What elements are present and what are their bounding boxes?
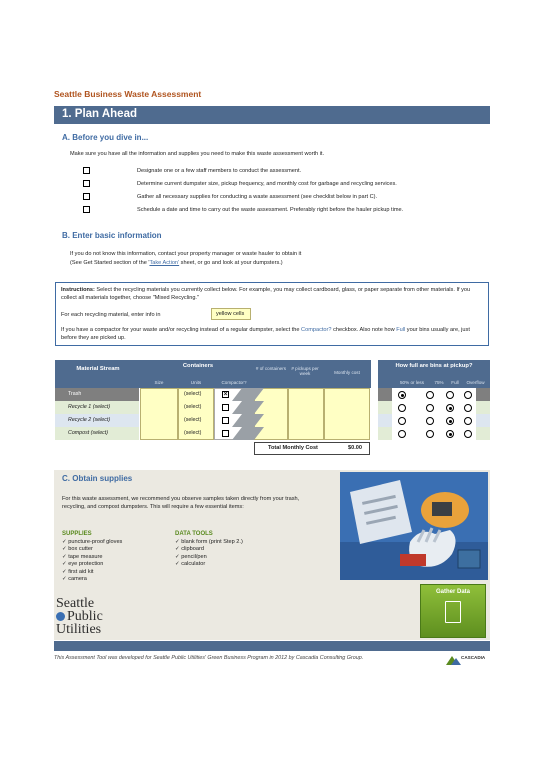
supply-item xyxy=(62,539,122,546)
compost-color-tab xyxy=(378,427,392,440)
trash-color-tab xyxy=(476,388,490,401)
size-subheader: Size xyxy=(154,380,164,385)
compactor-checkbox-recycle2[interactable] xyxy=(222,417,229,424)
units-select[interactable]: (select) xyxy=(184,391,202,397)
disabled-cell-shading xyxy=(232,388,254,440)
cascadia-logo-text: CASCADIA xyxy=(461,655,486,660)
gather-data-button[interactable] xyxy=(420,584,486,638)
fullness-option-full: Full xyxy=(451,380,459,385)
supply-item-label: calculator xyxy=(181,561,206,568)
checklist-checkbox[interactable] xyxy=(83,167,90,174)
take-action-link[interactable]: Take Action' xyxy=(149,260,180,266)
spu-logo-icon xyxy=(56,612,65,621)
supply-item-label: eye protection xyxy=(68,561,104,568)
compactor-checkbox-compost[interactable] xyxy=(222,430,229,437)
fullness-radio[interactable] xyxy=(426,430,434,438)
fullness-radio[interactable] xyxy=(464,430,472,438)
units-select[interactable]: (select) xyxy=(184,404,202,410)
section-c-heading: C. Obtain supplies xyxy=(62,474,133,483)
cascadia-logo xyxy=(446,653,488,665)
checkmark-icon: ✓ xyxy=(62,576,69,582)
supply-item-label: box cutter xyxy=(68,546,93,553)
compactor-subheader: Compactor? xyxy=(221,380,247,385)
fullness-radio[interactable] xyxy=(464,404,472,412)
compactor-checkbox-recycle1[interactable] xyxy=(222,404,229,411)
supply-item xyxy=(62,554,102,561)
disabled-cell-shading xyxy=(254,388,274,440)
data-tools-heading: DATA TOOLS xyxy=(175,531,213,537)
monthly-cost-header: Monthly cost xyxy=(334,370,360,375)
section-b-line1: If you do not know this information, contact your property manager or waste hauler to obtain it xyxy=(70,251,302,257)
checklist-checkbox[interactable] xyxy=(83,193,90,200)
checkmark-icon: ✓ xyxy=(175,553,182,560)
supply-item xyxy=(175,554,207,561)
instructions-text xyxy=(61,286,483,302)
spu-logo xyxy=(56,597,103,636)
section-title: 1. Plan Ahead xyxy=(62,108,137,120)
checklist-checkbox[interactable] xyxy=(83,180,90,187)
containers-header: Containers xyxy=(182,363,214,369)
fullness-radio[interactable] xyxy=(464,391,472,399)
size-input-column[interactable] xyxy=(140,388,178,440)
checklist-item: Determine current dumpster size, pickup frequency, and monthly cost for garbage and recycling services. xyxy=(137,181,397,187)
instructions-label: Instructions: xyxy=(61,287,95,293)
row-label-recycle2[interactable]: Recycle 2 (select) xyxy=(68,417,111,423)
checkmark-icon: ✓ xyxy=(62,561,69,568)
compactor-note-mid: checkbox. Also note how xyxy=(331,327,397,333)
fullness-radio[interactable] xyxy=(398,430,406,438)
total-value: $0.00 xyxy=(348,445,362,451)
checkmark-icon: ✓ xyxy=(175,561,182,568)
spu-logo-line2: Public xyxy=(67,609,103,624)
fullness-radio[interactable] xyxy=(398,417,406,425)
fullness-option-75: 75% xyxy=(434,380,444,385)
supply-item xyxy=(175,539,243,546)
supply-item-label: blank form (print Step 2.) xyxy=(181,539,243,545)
spu-logo-line3: Utilities xyxy=(56,622,102,637)
compactor-term: Compactor? xyxy=(301,327,332,333)
fullness-radio[interactable] xyxy=(464,417,472,425)
checkmark-icon: ✓ xyxy=(175,546,182,553)
footer-bar xyxy=(54,641,490,651)
compost-color-tab xyxy=(476,427,490,440)
recycle1-color-tab xyxy=(378,401,392,414)
recycle2-color-tab xyxy=(476,414,490,427)
checkmark-icon: ✓ xyxy=(62,553,69,560)
monthly-cost-input-column[interactable] xyxy=(324,388,370,440)
fullness-radio[interactable] xyxy=(446,417,454,425)
total-label: Total Monthly Cost xyxy=(268,445,318,451)
supply-item-label: clipboard xyxy=(181,546,204,553)
footer-credit: This Assessment Tool was developed for Seattle Public Utilities' Green Business Program in 2012 by Cascadia Consulting Group. xyxy=(54,655,364,661)
enter-info-text: For each recycling material, enter info in xyxy=(61,312,161,318)
yellow-cells-legend: yellow cells xyxy=(211,308,251,320)
recycle2-color-tab xyxy=(378,414,392,427)
fullness-option-50: 50% or less xyxy=(399,380,424,385)
compactor-note-text: If you have a compactor for your waste and/or recycling instead of a regular dumpster, select the xyxy=(61,327,302,333)
checklist-item: Designate one or a few staff members to conduct the assessment. xyxy=(137,168,302,174)
pickups-input-column[interactable] xyxy=(288,388,324,440)
supply-item xyxy=(62,546,93,553)
row-label-recycle1[interactable]: Recycle 1 (select) xyxy=(68,404,111,410)
supply-item-label: tape measure xyxy=(68,553,103,560)
fullness-radio[interactable] xyxy=(446,430,454,438)
compactor-note xyxy=(61,326,485,342)
fullness-option-overflow: Overflow xyxy=(466,380,485,385)
spu-logo-line1: Seattle xyxy=(56,596,95,611)
section-c-intro: For this waste assessment, we recommend you observe samples taken directly from your trash, recycling, and compost dumpsters. This will require a few essential items: xyxy=(62,496,300,510)
row-label-compost[interactable]: Compost (select) xyxy=(68,430,109,436)
supply-item-label: pencil/pen xyxy=(181,553,207,560)
supplies-heading: SUPPLIES xyxy=(62,531,92,537)
compactor-checkbox-trash[interactable]: × xyxy=(223,391,228,398)
fullness-radio[interactable] xyxy=(426,417,434,425)
supplies-photo xyxy=(340,472,488,580)
fullness-radio[interactable] xyxy=(398,404,406,412)
section-b-line2-text: (See Get Started section of the ' xyxy=(70,260,150,266)
checklist-item: Gather all necessary supplies for conducting a waste assessment (see checklist below in part C). xyxy=(137,194,378,200)
fullness-radio[interactable] xyxy=(398,391,406,399)
checkmark-icon: ✓ xyxy=(175,539,182,545)
num-containers-header: # of containers xyxy=(255,366,287,371)
supply-item-label: camera xyxy=(68,576,87,582)
fullness-header: How full are bins at pickup? xyxy=(395,363,473,369)
gather-data-label: Gather Data xyxy=(435,589,470,595)
document-title: Seattle Business Waste Assessment xyxy=(54,89,202,99)
section-b-line2 xyxy=(70,259,283,267)
full-term: Full xyxy=(396,327,406,333)
supply-item xyxy=(62,576,87,583)
trash-color-tab xyxy=(378,388,392,401)
supply-item-label: first aid kit xyxy=(68,568,94,575)
units-select[interactable]: (select) xyxy=(184,417,202,423)
compactor-note-tail: your bins usually are, just before they are picked up. xyxy=(61,327,470,341)
fullness-radio[interactable] xyxy=(426,391,434,399)
supply-item xyxy=(62,561,103,568)
checkmark-icon: ✓ xyxy=(62,539,69,545)
recycle1-color-tab xyxy=(476,401,490,414)
checkmark-icon: ✓ xyxy=(62,568,69,575)
fullness-radio[interactable] xyxy=(446,391,454,399)
instructions-body: Select the recycling materials you currently collect below. For example, you may collect cardboard, glass, or paper separate from other materials. If you collect all materials together, choose "Mixed Recycling." xyxy=(61,287,471,301)
supply-item-label: puncture-proof gloves xyxy=(68,539,123,545)
supply-item xyxy=(175,561,205,568)
supply-item xyxy=(62,569,93,576)
supply-item xyxy=(175,546,204,553)
checkmark-icon: ✓ xyxy=(62,546,69,553)
clipboard-icon xyxy=(445,601,461,623)
checklist-item: Schedule a date and time to carry out the waste assessment. Preferably right before the hauler pickup time. xyxy=(137,207,404,213)
fullness-radio[interactable] xyxy=(446,404,454,412)
material-stream-header: Material Stream xyxy=(76,366,120,372)
section-b-heading: B. Enter basic information xyxy=(62,231,162,240)
fullness-radio-area xyxy=(378,388,490,440)
section-a-intro: Make sure you have all the information and supplies you need to make this waste assessment worth it. xyxy=(70,151,325,157)
section-a-heading: A. Before you dive in... xyxy=(62,133,149,142)
units-subheader: Units xyxy=(190,380,202,385)
pickups-header: # pickups per week xyxy=(291,366,319,376)
fullness-radio[interactable] xyxy=(426,404,434,412)
row-label-trash: Trash xyxy=(68,391,82,397)
checklist-checkbox[interactable] xyxy=(83,206,90,213)
units-select[interactable]: (select) xyxy=(184,430,202,436)
section-b-line2-tail: sheet, or go and look at your dumpsters.) xyxy=(179,260,283,266)
